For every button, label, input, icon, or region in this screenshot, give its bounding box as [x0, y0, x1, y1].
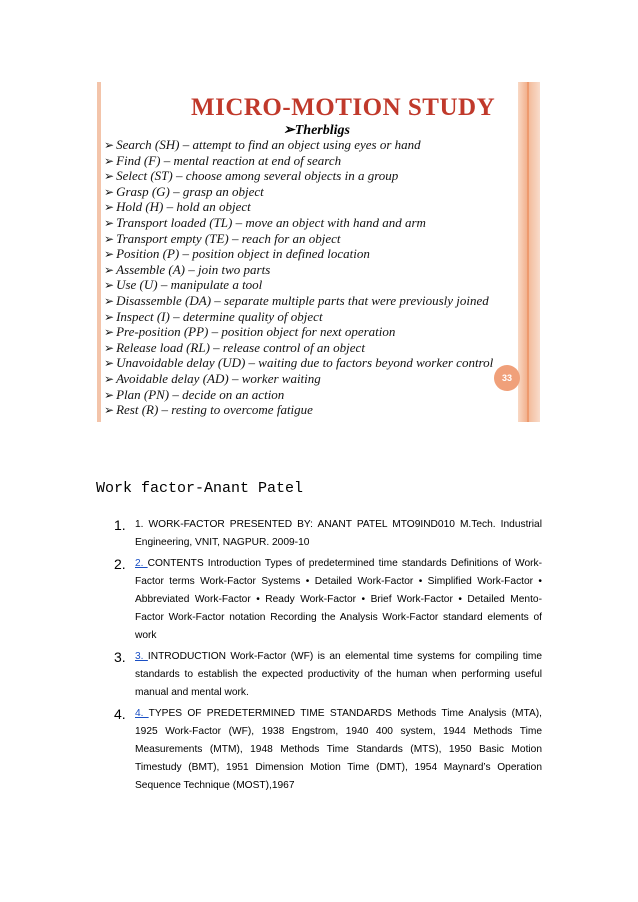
arrow-bullet-icon: ➢	[104, 247, 115, 262]
list-item	[114, 516, 542, 552]
arrow-bullet-icon: ➢	[104, 340, 115, 355]
arrow-bullet-icon: ➢	[104, 278, 115, 293]
document-heading: Work factor-Anant Patel	[96, 480, 304, 497]
slide-page-number-badge: 33	[494, 365, 520, 391]
therblig-item: ➢ Transport loaded (TL) – move an object with hand and arm	[104, 214, 426, 230]
slide-subtitle: ➢Therbligs	[283, 123, 350, 138]
arrow-bullet-icon: ➢	[104, 231, 115, 246]
list-item-body	[135, 705, 542, 795]
slide-link[interactable]: 2.	[135, 558, 148, 569]
list-item-body	[135, 648, 542, 702]
arrow-bullet-icon: ➢	[104, 138, 115, 152]
list-item-number: 4.	[114, 706, 126, 722]
therblig-item: ➢ Release load (RL) – release control of an object	[104, 339, 365, 355]
arrow-bullet-icon: ➢	[104, 356, 115, 371]
therblig-item: ➢ Search (SH) – attempt to find an object using eyes or hand	[104, 137, 421, 152]
therblig-item: ➢ Inspect (I) – determine quality of object	[104, 308, 323, 324]
list-item-number: 1.	[114, 517, 126, 533]
therblig-item: ➢ Pre-position (PP) – position object for next operation	[104, 324, 396, 340]
arrow-bullet-icon: ➢	[104, 153, 115, 168]
list-item	[114, 705, 542, 795]
therblig-item: ➢ Position (P) – position object in defined location	[104, 246, 370, 262]
slide-left-border	[97, 82, 101, 422]
therblig-item: ➢ Grasp (G) – grasp an object	[104, 183, 264, 199]
arrow-bullet-icon: ➢	[104, 169, 115, 184]
list-item	[114, 648, 542, 702]
slide-link[interactable]: 4.	[135, 708, 149, 719]
arrow-bullet-icon: ➢	[104, 293, 115, 308]
therblig-item: ➢ Use (U) – manipulate a tool	[104, 277, 263, 293]
arrow-bullet-icon: ➢	[104, 200, 115, 215]
list-item	[114, 555, 542, 645]
arrow-bullet-icon: ➢	[104, 309, 115, 324]
slide-title: MICRO-MOTION STUDY	[191, 94, 496, 121]
therblig-item: ➢ Select (ST) – choose among several objects in a group	[104, 168, 399, 184]
therblig-item: ➢ Unavoidable delay (UD) – waiting due to factors beyond worker control	[104, 355, 494, 371]
slide-link[interactable]: 3.	[135, 651, 148, 662]
arrow-bullet-icon: ➢	[104, 325, 115, 340]
therblig-item: ➢ Plan (PN) – decide on an action	[104, 386, 285, 402]
arrow-bullet-icon: ➢	[104, 215, 115, 230]
therblig-item: ➢ Assemble (A) – join two parts	[104, 261, 271, 277]
list-item-text: 1. WORK-FACTOR PRESENTED BY: ANANT PATEL MTO9IND010 M.Tech. Industrial Engineering, VNIT, NAGPUR. 2009-10	[135, 519, 542, 548]
therblig-item: ➢ Avoidable delay (AD) – worker waiting	[104, 370, 321, 386]
list-item-text: INTRODUCTION Work-Factor (WF) is an elemental time systems for compiling time standards to establish the expected productivity of the human when performing useful manual and mental work.	[135, 651, 542, 698]
therblig-list	[104, 137, 493, 418]
therblig-item: ➢ Disassemble (DA) – separate multiple parts that were previously joined	[104, 292, 489, 308]
arrow-bullet-icon: ➢	[104, 262, 115, 277]
slide-image	[97, 82, 542, 422]
therblig-item: ➢ Transport empty (TE) – reach for an object	[104, 230, 341, 246]
list-item-number: 2.	[114, 556, 126, 572]
list-item-text: TYPES OF PREDETERMINED TIME STANDARDS Methods Time Analysis (MTA), 1925 Work-Factor (WF), 1938 Engstrom, 1940 400 system, 1944 Methods Time Measurements (MTM), 1948 Methods Time Standards (MTS), 1950 Basic Motion Timestudy (BMT), 1951 Dimension Motion Time (DMT), 1954 Maynard’s Operation Sequence Technique (MOST),1967	[135, 708, 542, 791]
list-item-body	[135, 555, 542, 645]
document-list	[114, 516, 542, 798]
list-item-text: CONTENTS Introduction Types of predetermined time standards Definitions of Work-Factor terms Work-Factor Systems • Detailed Work-Factor • Simplified Work-Factor • Abbreviated Work-Factor • Ready Work-Factor • Brief Work-Factor • Detailed Mento-Factor Work-Factor notation Recording the Analysis Work-Factor standard elements of work	[135, 558, 543, 641]
slide-right-border	[518, 82, 540, 422]
arrow-bullet-icon: ➢	[104, 371, 115, 386]
therblig-item: ➢ Hold (H) – hold an object	[104, 199, 251, 215]
arrow-bullet-icon: ➢	[104, 184, 115, 199]
therblig-item: ➢ Find (F) – mental reaction at end of search	[104, 152, 342, 168]
list-item-number: 3.	[114, 649, 126, 665]
arrow-bullet-icon: ➢	[104, 387, 115, 402]
arrow-bullet-icon: ➢	[104, 403, 115, 418]
therblig-item: ➢ Rest (R) – resting to overcome fatigue	[104, 402, 313, 418]
list-item-body	[135, 516, 542, 552]
